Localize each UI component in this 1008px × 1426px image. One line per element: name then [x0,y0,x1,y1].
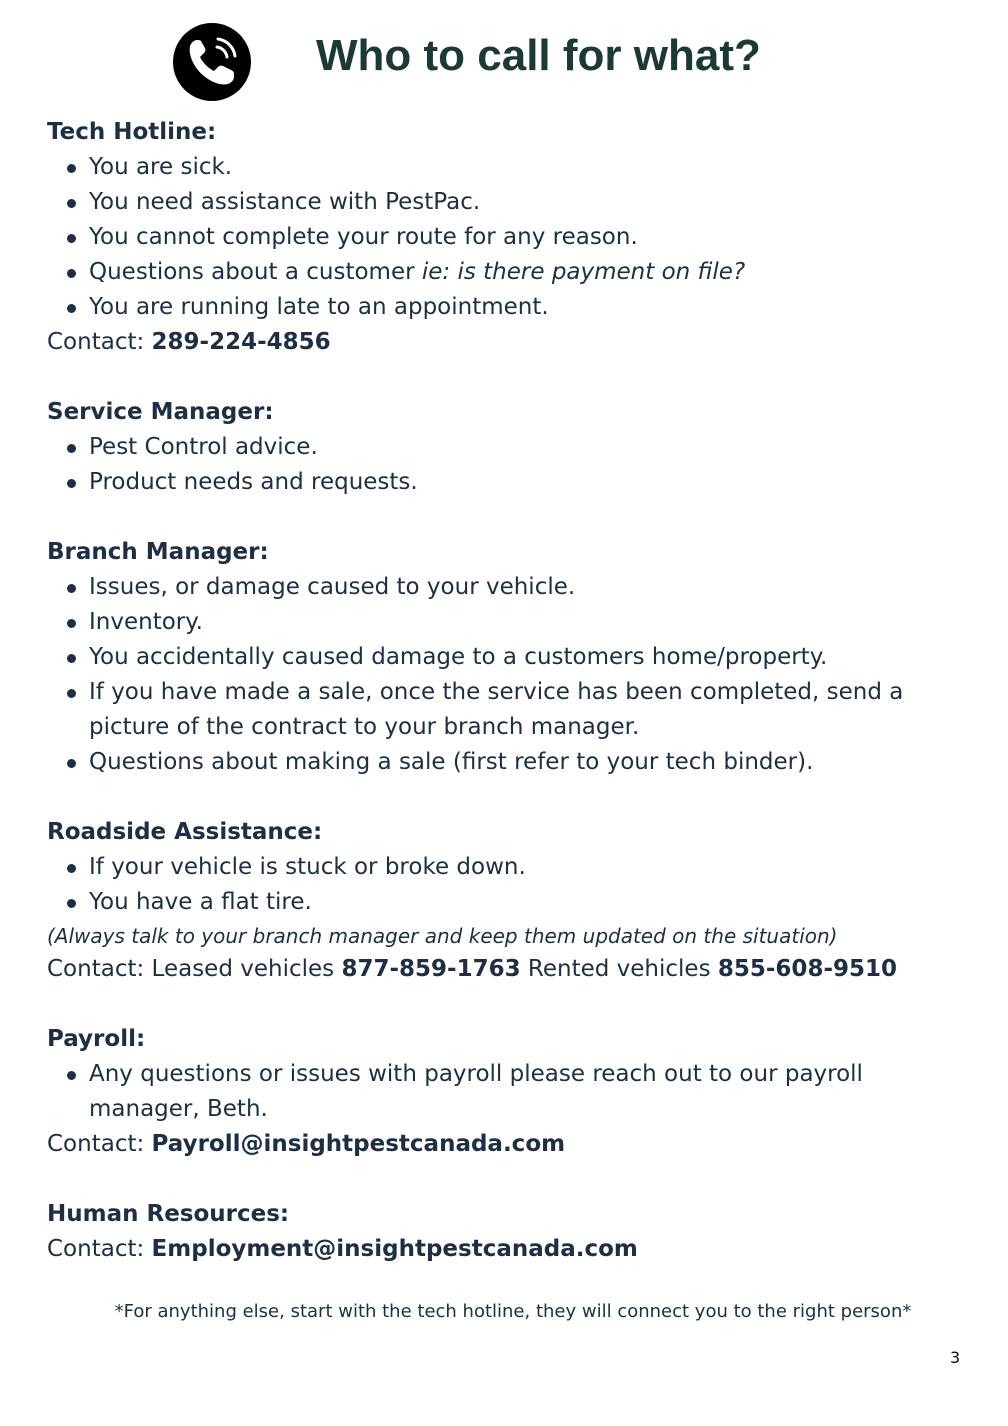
list-item: Questions about making a sale (first refer to your tech binder). [47,745,977,780]
rented-label: Rented vehicles [520,956,718,982]
list-item: Issues, or damage caused to your vehicle. [47,570,977,605]
list-item: If you have made a sale, once the service has been completed, send a picture of the contract to your branch manager. [47,675,977,745]
roadside-contact [47,952,977,987]
roadside-note: (Always talk to your branch manager and keep them updated on the situation) [47,924,838,948]
header [0,0,1008,110]
section-branch-manager [47,535,977,780]
tech-hotline-contact [47,325,977,360]
list-item: If your vehicle is stuck or broke down. [47,850,977,885]
list-item: You have a flat tire. [47,885,977,920]
contact-label: Contact: [47,1131,152,1157]
leased-phone: 877-859-1763 [341,956,521,982]
payroll-heading: Payroll: [47,1026,146,1052]
list-item: You are running late to an appointment. [47,290,977,325]
list-item: Product needs and requests. [47,465,977,500]
hr-email: Employment@insightpestcanada.com [151,1236,638,1262]
payroll-email: Payroll@insightpestcanada.com [151,1131,566,1157]
section-tech-hotline [47,115,977,360]
payroll-contact [47,1127,977,1162]
list-item: Pest Control advice. [47,430,977,465]
page-title: Who to call for what? [316,31,761,80]
phone-icon [173,23,251,101]
tech-hotline-heading: Tech Hotline: [47,119,217,145]
roadside-heading: Roadside Assistance: [47,819,323,845]
tech-hotline-list [47,150,977,325]
contact-label: Contact: [47,329,152,355]
list-item [47,255,977,290]
branch-manager-list [47,570,977,780]
section-service-manager [47,395,977,500]
list-item: You are sick. [47,150,977,185]
customer-question-text: Questions about a customer [89,259,422,285]
contact-label: Contact: [47,1236,152,1262]
tech-hotline-phone: 289-224-4856 [151,329,331,355]
rented-phone: 855-608-9510 [717,956,898,982]
list-item: You need assistance with PestPac. [47,185,977,220]
list-item: You cannot complete your route for any reason. [47,220,977,255]
page-number: 3 [950,1348,961,1367]
roadside-list [47,850,977,920]
content [47,115,977,1302]
hr-contact [47,1232,977,1267]
section-hr [47,1197,977,1267]
list-item: Any questions or issues with payroll please reach out to our payroll manager, Beth. [47,1057,977,1127]
contact-label: Contact: Leased vehicles [47,956,342,982]
customer-question-example: ie: is there payment on file? [421,259,746,285]
list-item: Inventory. [47,605,977,640]
service-manager-heading: Service Manager: [47,399,274,425]
section-roadside [47,815,977,987]
hr-heading: Human Resources: [47,1201,290,1227]
footer-note: *For anything else, start with the tech hotline, they will connect you to the right person* [114,1301,912,1322]
branch-manager-heading: Branch Manager: [47,539,269,565]
payroll-list [47,1057,977,1127]
list-item: You accidentally caused damage to a customers home/property. [47,640,977,675]
section-payroll [47,1022,977,1162]
service-manager-list [47,430,977,500]
